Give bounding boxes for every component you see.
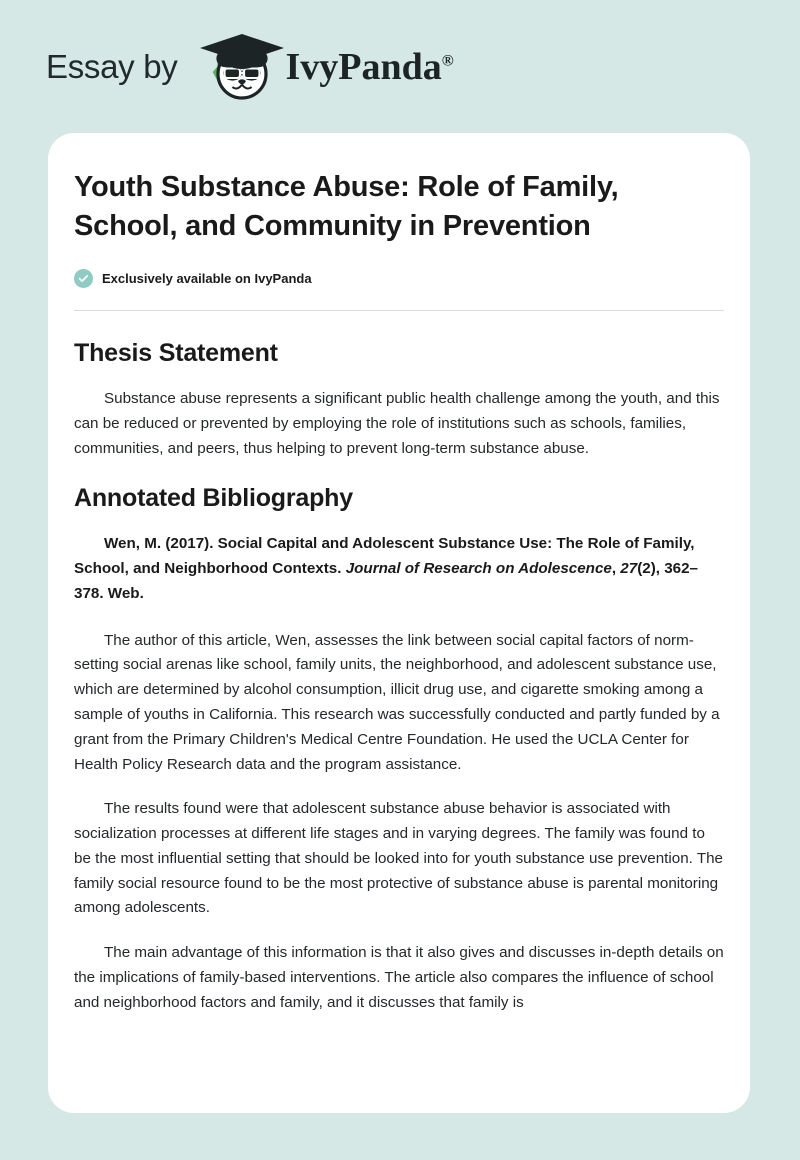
- exclusive-availability-badge: [74, 269, 724, 288]
- annotation-paragraph: The main advantage of this information is that it also gives and discusses in-depth details on the implications of family-based interventions. The article also compares the influence of school and neighborhood factors and family, and it discusses that family is: [74, 944, 724, 1011]
- citation-journal-title: Journal of Research on Adolescence: [345, 560, 612, 578]
- citation-volume: 27: [620, 560, 638, 578]
- citation-entry: [74, 532, 724, 606]
- document-card: [48, 133, 750, 1113]
- registered-trademark-symbol: ®: [441, 51, 454, 69]
- header-divider: [74, 310, 724, 311]
- essay-by-label: Essay by: [46, 48, 178, 85]
- check-circle-icon: [74, 269, 93, 288]
- annotation-paragraph: The results found were that adolescent substance abuse behavior is associated with socialization processes at different life stages and in varying degrees. The family was found to be the most influential setting that should be looked into for youth substance use prevention. The family social resource found to be the most protective of substance abuse is parental monitoring among adolescents.: [74, 800, 723, 917]
- citation-part-1: Wen, M. (2017). Social Capital and Adolescent Substance Use: The Role of Family, School, and Neighborhood Contexts.: [74, 535, 695, 578]
- wordmark-text: IvyPanda: [285, 45, 442, 88]
- exclusive-badge-label: Exclusively available on IvyPanda: [102, 271, 312, 287]
- document-body: [48, 133, 750, 1015]
- site-header: [0, 0, 800, 133]
- panda-graduate-logo-icon: [194, 31, 290, 103]
- thesis-statement-paragraph: Substance abuse represents a significant public health challenge among the youth, and this can be reduced or prevented by employing the role of institutions such as schools, families, communities, and peers, thus helping to prevent long-term substance abuse.: [74, 390, 720, 457]
- annotation-paragraph: The author of this article, Wen, assesses the link between social capital factors of norm-setting social arenas like school, family units, the neighborhood, and adolescent substance use, which are determined by alcohol consumption, illicit drug use, and cigarette smoking among a sample of youths in California. This research was successfully conducted and partly funded by a grant from the Primary Children's Medical Centre Foundation. He used the UCLA Center for Health Policy Research data and the program assistance.: [74, 631, 720, 773]
- ivypanda-logo[interactable]: [194, 31, 454, 103]
- citation-part-3: (2), 362–378. Web.: [74, 560, 698, 602]
- section-heading-annotated-bibliography: Annotated Bibliography: [74, 484, 353, 513]
- ivypanda-wordmark: [285, 45, 454, 88]
- section-heading-thesis-statement: Thesis Statement: [74, 339, 278, 368]
- page-title: Youth Substance Abuse: Role of Family, School, and Community in Prevention: [74, 171, 619, 242]
- citation-part-2: ,: [611, 560, 621, 578]
